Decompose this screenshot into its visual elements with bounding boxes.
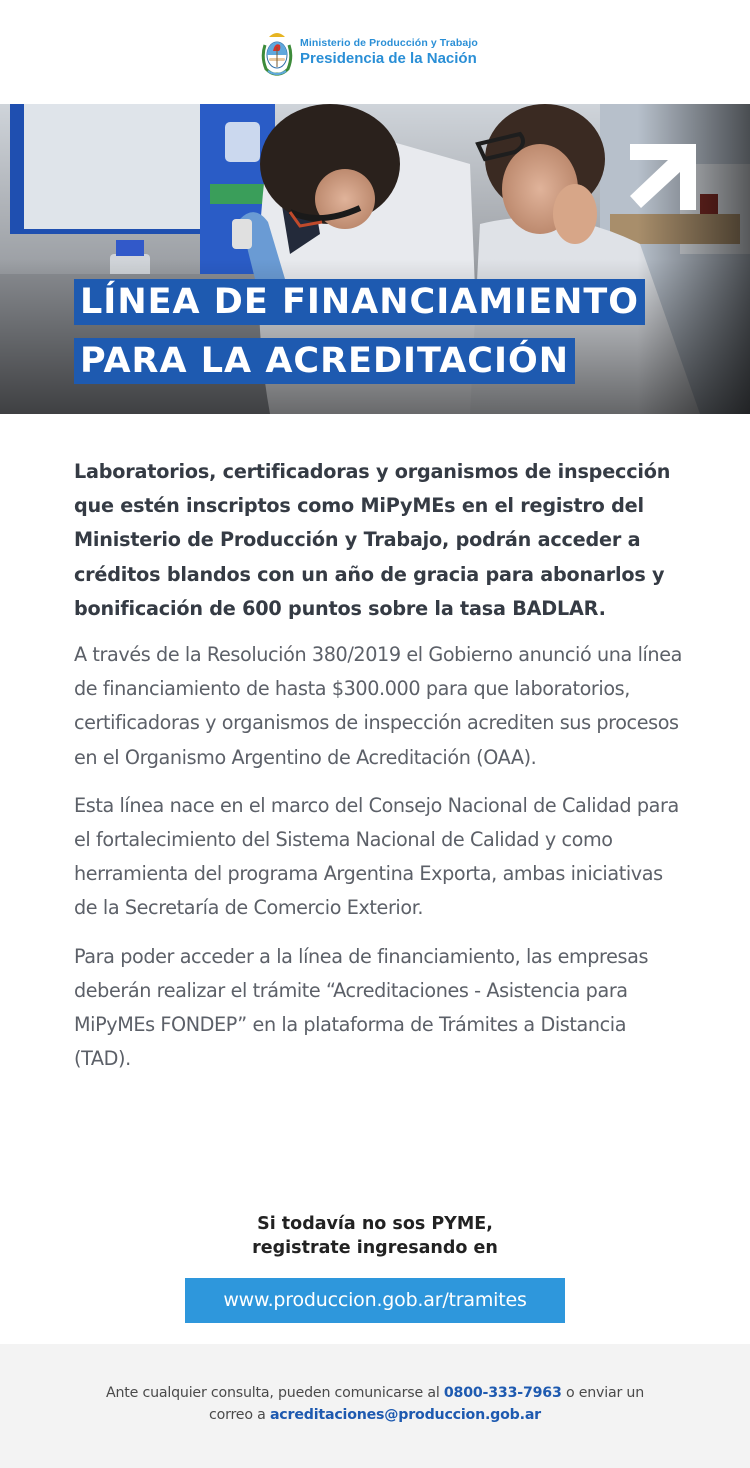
contact-middle-text: o enviar un <box>561 1385 645 1401</box>
arrow-up-right-icon <box>630 144 696 210</box>
tramites-link-button[interactable]: www.produccion.gob.ar/tramites <box>185 1278 565 1323</box>
hero-title-line-1: LÍNEA DE FINANCIAMIENTO <box>74 279 645 325</box>
hero-banner <box>0 104 750 414</box>
page-header <box>0 0 750 104</box>
contact-text <box>0 1382 750 1426</box>
body-paragraph-1: A través de la Resolución 380/2019 el Gobierno anunció una línea de financiamiento de hasta $300.000 para que laboratorios, certificadoras y organismos de inspección acrediten sus procesos en el Organismo Argentino de Acreditación (OAA). <box>74 643 682 769</box>
presidency-name: Presidencia de la Nación <box>300 49 477 67</box>
hero-title-line-2: PARA LA ACREDITACIÓN <box>74 338 575 384</box>
contact-footer <box>0 1344 750 1468</box>
body-paragraph-3: Para poder acceder a la línea de financiamiento, las empresas deberán realizar el trámite “Acreditaciones - Asistencia para MiPyMEs FONDEP” en la plataforma de Trámites a Distancia (TAD). <box>74 944 649 1071</box>
lead-paragraph: Laboratorios, certificadoras y organismos de inspección que estén inscriptos como MiPyMEs en el registro del Ministerio de Producción y Trabajo, podrán acceder a créditos blandos con un año de gracia para abonarlos y bonificación de 600 puntos sobre la tasa BADLAR. <box>74 460 671 620</box>
phone-link[interactable]: 0800-333-7963 <box>443 1385 562 1401</box>
email-link[interactable]: acreditaciones@produccion.gob.ar <box>269 1407 541 1423</box>
cta-line-1: Si todavía no sos PYME, <box>257 1214 493 1234</box>
contact-correo-text: correo a <box>209 1407 270 1423</box>
argentina-coat-of-arms-icon <box>260 27 294 77</box>
registration-cta <box>0 1212 750 1260</box>
article-body <box>74 455 684 1076</box>
body-paragraph-2: Esta línea nace en el marco del Consejo Nacional de Calidad para el fortalecimiento del Sistema Nacional de Calidad y como herramienta del programa Argentina Exporta, ambas iniciativas de la Secretaría de Comercio Exterior. <box>74 793 679 920</box>
ministry-name: Ministerio de Producción y Trabajo <box>300 37 478 50</box>
ministry-logo[interactable] <box>260 27 478 77</box>
contact-intro-text: Ante cualquier consulta, pueden comunicarse al <box>105 1385 444 1401</box>
cta-line-2: registrate ingresando en <box>252 1238 498 1258</box>
